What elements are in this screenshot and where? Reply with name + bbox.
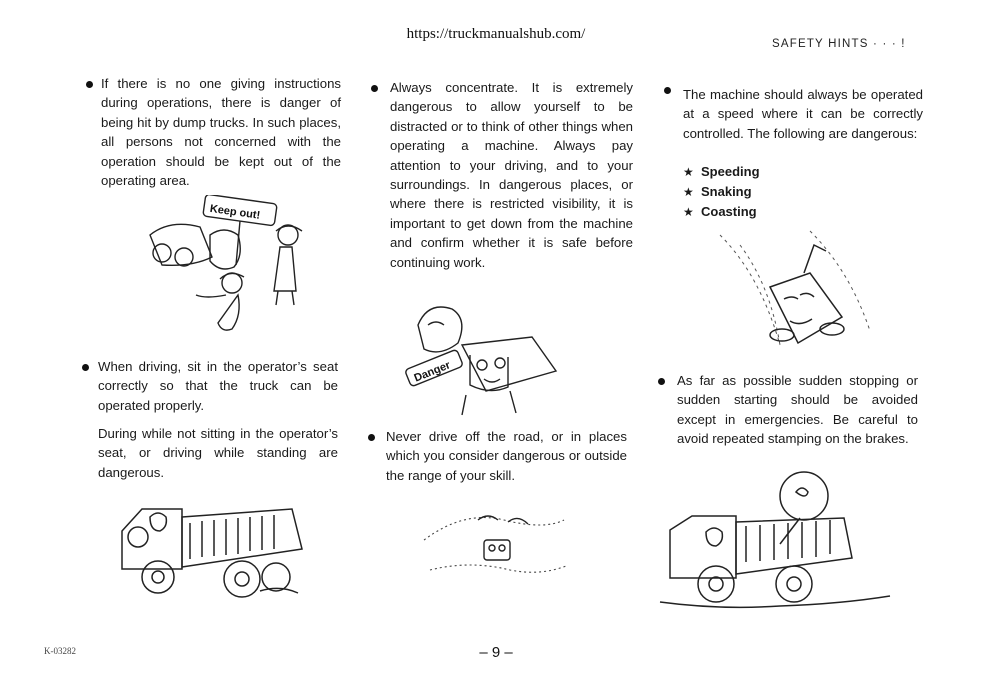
list-item: ★ Speeding (683, 162, 760, 182)
dangerous-list (683, 162, 760, 222)
illustration-keep-out (140, 195, 310, 340)
list-item: ★ Coasting (683, 202, 760, 222)
page-number: – 9 – (479, 644, 513, 661)
keep-out-sign: Keep out! (209, 202, 261, 222)
bullet (664, 87, 671, 94)
paragraph-concentrate: Always concentrate. It is extremely dangerous to allow yourself to be distracted or to think of other things when operating a machine. Always pay attention to your driving, and to your surroundings. In dangerous places, or where there is restricted visibility, it is important to get down from the machine and confirm whether it is safe before continuing work. (390, 80, 633, 270)
illustration-speeding-truck (700, 225, 890, 360)
paragraph-off-road: Never drive off the road, or in places which you consider dangerous or outside the range of your skill. (386, 429, 627, 483)
illustration-dump-truck-driver (110, 487, 310, 612)
danger-sign: Danger (412, 359, 453, 385)
illustration-braking-truck (650, 470, 900, 618)
section-header: SAFETY HINTS · · · ! (772, 38, 906, 50)
illustration-off-road (420, 500, 570, 590)
illustration-danger-truck (400, 295, 580, 425)
list-item-label: Snaking (701, 184, 752, 199)
list-item-label: Speeding (701, 164, 760, 179)
bullet (368, 434, 375, 441)
bullet (371, 85, 378, 92)
bullet (82, 364, 89, 371)
paragraph-speed: The machine should always be operated at a speed where it can be correctly controlled. The following are dangerous: (683, 87, 923, 141)
list-item-label: Coasting (701, 204, 757, 219)
paragraph-sudden-stop: As far as possible sudden stopping or sudden starting should be avoided except in emergencies. Be careful to avoid repeated stamping on the brakes. (677, 373, 918, 447)
list-item: ★ Snaking (683, 182, 760, 202)
paragraph-seat: When driving, sit in the operator’s seat correctly so that the truck can be operated properly. (98, 359, 338, 413)
bullet (658, 378, 665, 385)
bullet (86, 81, 93, 88)
source-url: https://truckmanualshub.com/ (406, 26, 586, 42)
paragraph-standing: During while not sitting in the operator’s seat, or driving while standing are dangerous. (98, 426, 338, 480)
document-code: K-03282 (44, 646, 76, 656)
paragraph-instructions: If there is no one giving instructions during operations, there is danger of being hit by dump trucks. In such places, all persons not concerned with the operation should be kept out of the operating area. (101, 76, 341, 189)
